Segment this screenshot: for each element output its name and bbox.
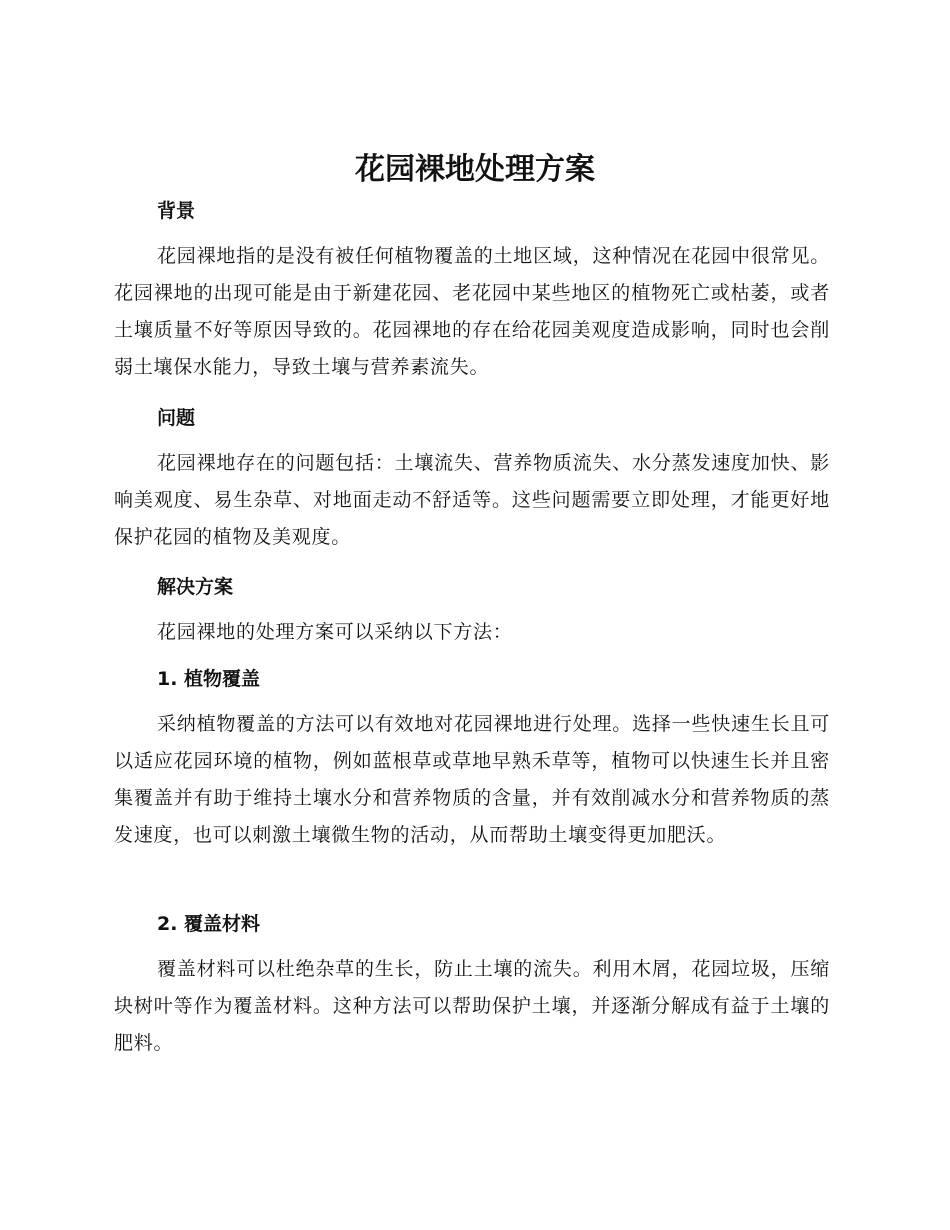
document-title: 花园裸地处理方案	[355, 152, 595, 187]
paragraph-method-2: 覆盖材料可以杜绝杂草的生长，防止土壤的流失。利用木屑，花园垃圾，压缩块树叶等作为覆盖材料。这种方法可以帮助保护土壤，并逐渐分解成有益于土壤的肥料。	[114, 958, 830, 1054]
section-heading-background: 背景	[157, 200, 196, 222]
paragraph-method-1: 采纳植物覆盖的方法可以有效地对花园裸地进行处理。选择一些快速生长且可以适应花园环境的植物，例如蓝根草或草地早熟禾草等，植物可以快速生长并且密集覆盖并有助于维持土壤水分和营养物质的含量，并有效削减水分和营养物质的蒸发速度，也可以刺激土壤微生物的活动，从而帮助土壤变得更加肥沃。	[114, 713, 830, 846]
section-heading-method-2: 2. 覆盖材料	[157, 913, 261, 935]
section-heading-method-1: 1. 植物覆盖	[157, 668, 261, 690]
section-heading-solution: 解决方案	[157, 576, 234, 598]
paragraph-problem: 花园裸地存在的问题包括：土壤流失、营养物质流失、水分蒸发速度加快、影响美观度、易生杂草、对地面走动不舒适等。这些问题需要立即处理，才能更好地保护花园的植物及美观度。	[114, 452, 830, 548]
paragraph-solution: 花园裸地的处理方案可以采纳以下方法：	[157, 621, 513, 643]
paragraph-background: 花园裸地指的是没有被任何植物覆盖的土地区域，这种情况在花园中很常见。花园裸地的出现可能是由于新建花园、老花园中某些地区的植物死亡或枯萎，或者土壤质量不好等原因导致的。花园裸地的存在给花园美观度造成影响，同时也会削弱土壤保水能力，导致土壤与营养素流失。	[114, 245, 830, 378]
section-heading-problem: 问题	[157, 407, 196, 429]
